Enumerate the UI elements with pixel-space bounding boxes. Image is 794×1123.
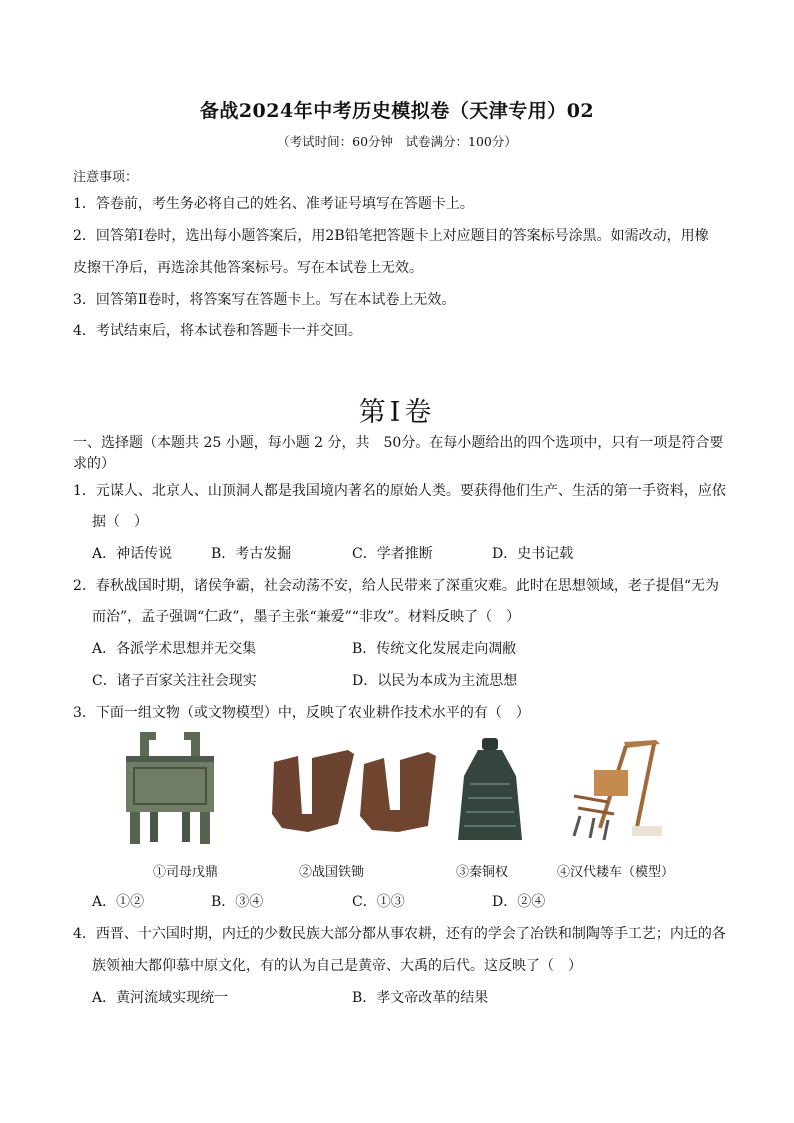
simuwu-ding-image [120,728,220,850]
q3-option-c[interactable]: C．①③ [352,894,405,910]
q1-option-a[interactable]: A．神话传说 [92,546,173,562]
question-1-stem: 1．元谋人、北京人、山顶洞人都是我国境内著名的原始人类。要获得他们生产、生活的第一手资料，应依 [73,483,726,499]
section-instruction: 求的） [73,456,115,472]
question-4-stem: 4．西晋、十六国时期，内迁的少数民族大部分都从事农耕，还有的学会了冶铁和制陶等手工艺；内迁的各 [73,926,726,942]
section-instruction: 一、选择题（本题共 25 小题，每小题 2 分，共 50分。在每小题给出的四个选项中，只有一项是符合要 [73,435,724,451]
iron-hoe-image [268,744,448,834]
note-item: 2．回答第Ⅰ卷时，选出每小题答案后，用2B铅笔把答题卡上对应题目的答案标号涂黑。如需改动，用橡 [73,228,709,244]
question-3-stem: 3．下面一组文物（或文物模型）中，反映了农业耕作技术水平的有（ ） [73,705,530,721]
q3-option-d[interactable]: D．②④ [492,894,546,910]
q1-option-c[interactable]: C．学者推断 [352,546,433,562]
q4-option-b[interactable]: B．孝文帝改革的结果 [352,990,489,1006]
q2-option-b[interactable]: B．传统文化发展走向凋敝 [352,641,517,657]
q3-option-b[interactable]: B．③④ [211,894,264,910]
question-4-stem: 族领袖大都仰慕中原文化，有的认为自己是黄帝、大禹的后代。这反映了（ ） [92,958,582,974]
note-item: 1．答卷前，考生务必将自己的姓名、准考证号填写在答题卡上。 [73,196,474,212]
note-item: 皮擦干净后，再选涂其他答案标号。写在本试卷上无效。 [73,260,423,276]
exam-info: （考试时间：60分钟 试卷满分：100分） [277,134,517,149]
notes-heading: 注意事项： [73,170,139,185]
q1-option-b[interactable]: B．考古发掘 [211,546,292,562]
artifact-caption: ③秦铜权 [456,865,509,880]
artifact-caption: ②战国铁锄 [299,865,365,880]
q2-option-c[interactable]: C．诸子百家关注社会现实 [92,673,257,689]
q3-option-a[interactable]: A．①② [92,894,145,910]
artifact-caption: ①司母戊鼎 [153,865,219,880]
q4-option-a[interactable]: A．黄河流域实现统一 [92,990,229,1006]
question-2-stem: 2．春秋战国时期，诸侯争霸，社会动荡不安，给人民带来了深重灾难。此时在思想领域，老子提倡“无为 [73,578,720,594]
section-title: 第Ⅰ卷 [358,397,436,428]
question-2-stem: 而治”，孟子强调“仁政”，墨子主张“兼爱”“非攻”。材料反映了（ ） [92,609,521,625]
qin-bronze-weight-image [454,736,526,844]
question-1-stem: 据（ ） [92,514,148,530]
han-seed-drill-image [564,736,668,844]
q2-option-a[interactable]: A．各派学术思想并无交集 [92,641,257,657]
q2-option-d[interactable]: D．以民为本成为主流思想 [352,673,518,689]
q1-option-d[interactable]: D．史书记载 [492,546,574,562]
artifact-caption: ④汉代耧车（模型） [557,865,675,880]
note-item: 3．回答第Ⅱ卷时，将答案写在答题卡上。写在本试卷上无效。 [73,292,456,308]
note-item: 4．考试结束后，将本试卷和答题卡一并交回。 [73,323,362,339]
page-title: 备战2024年中考历史模拟卷（天津专用）02 [199,100,595,122]
